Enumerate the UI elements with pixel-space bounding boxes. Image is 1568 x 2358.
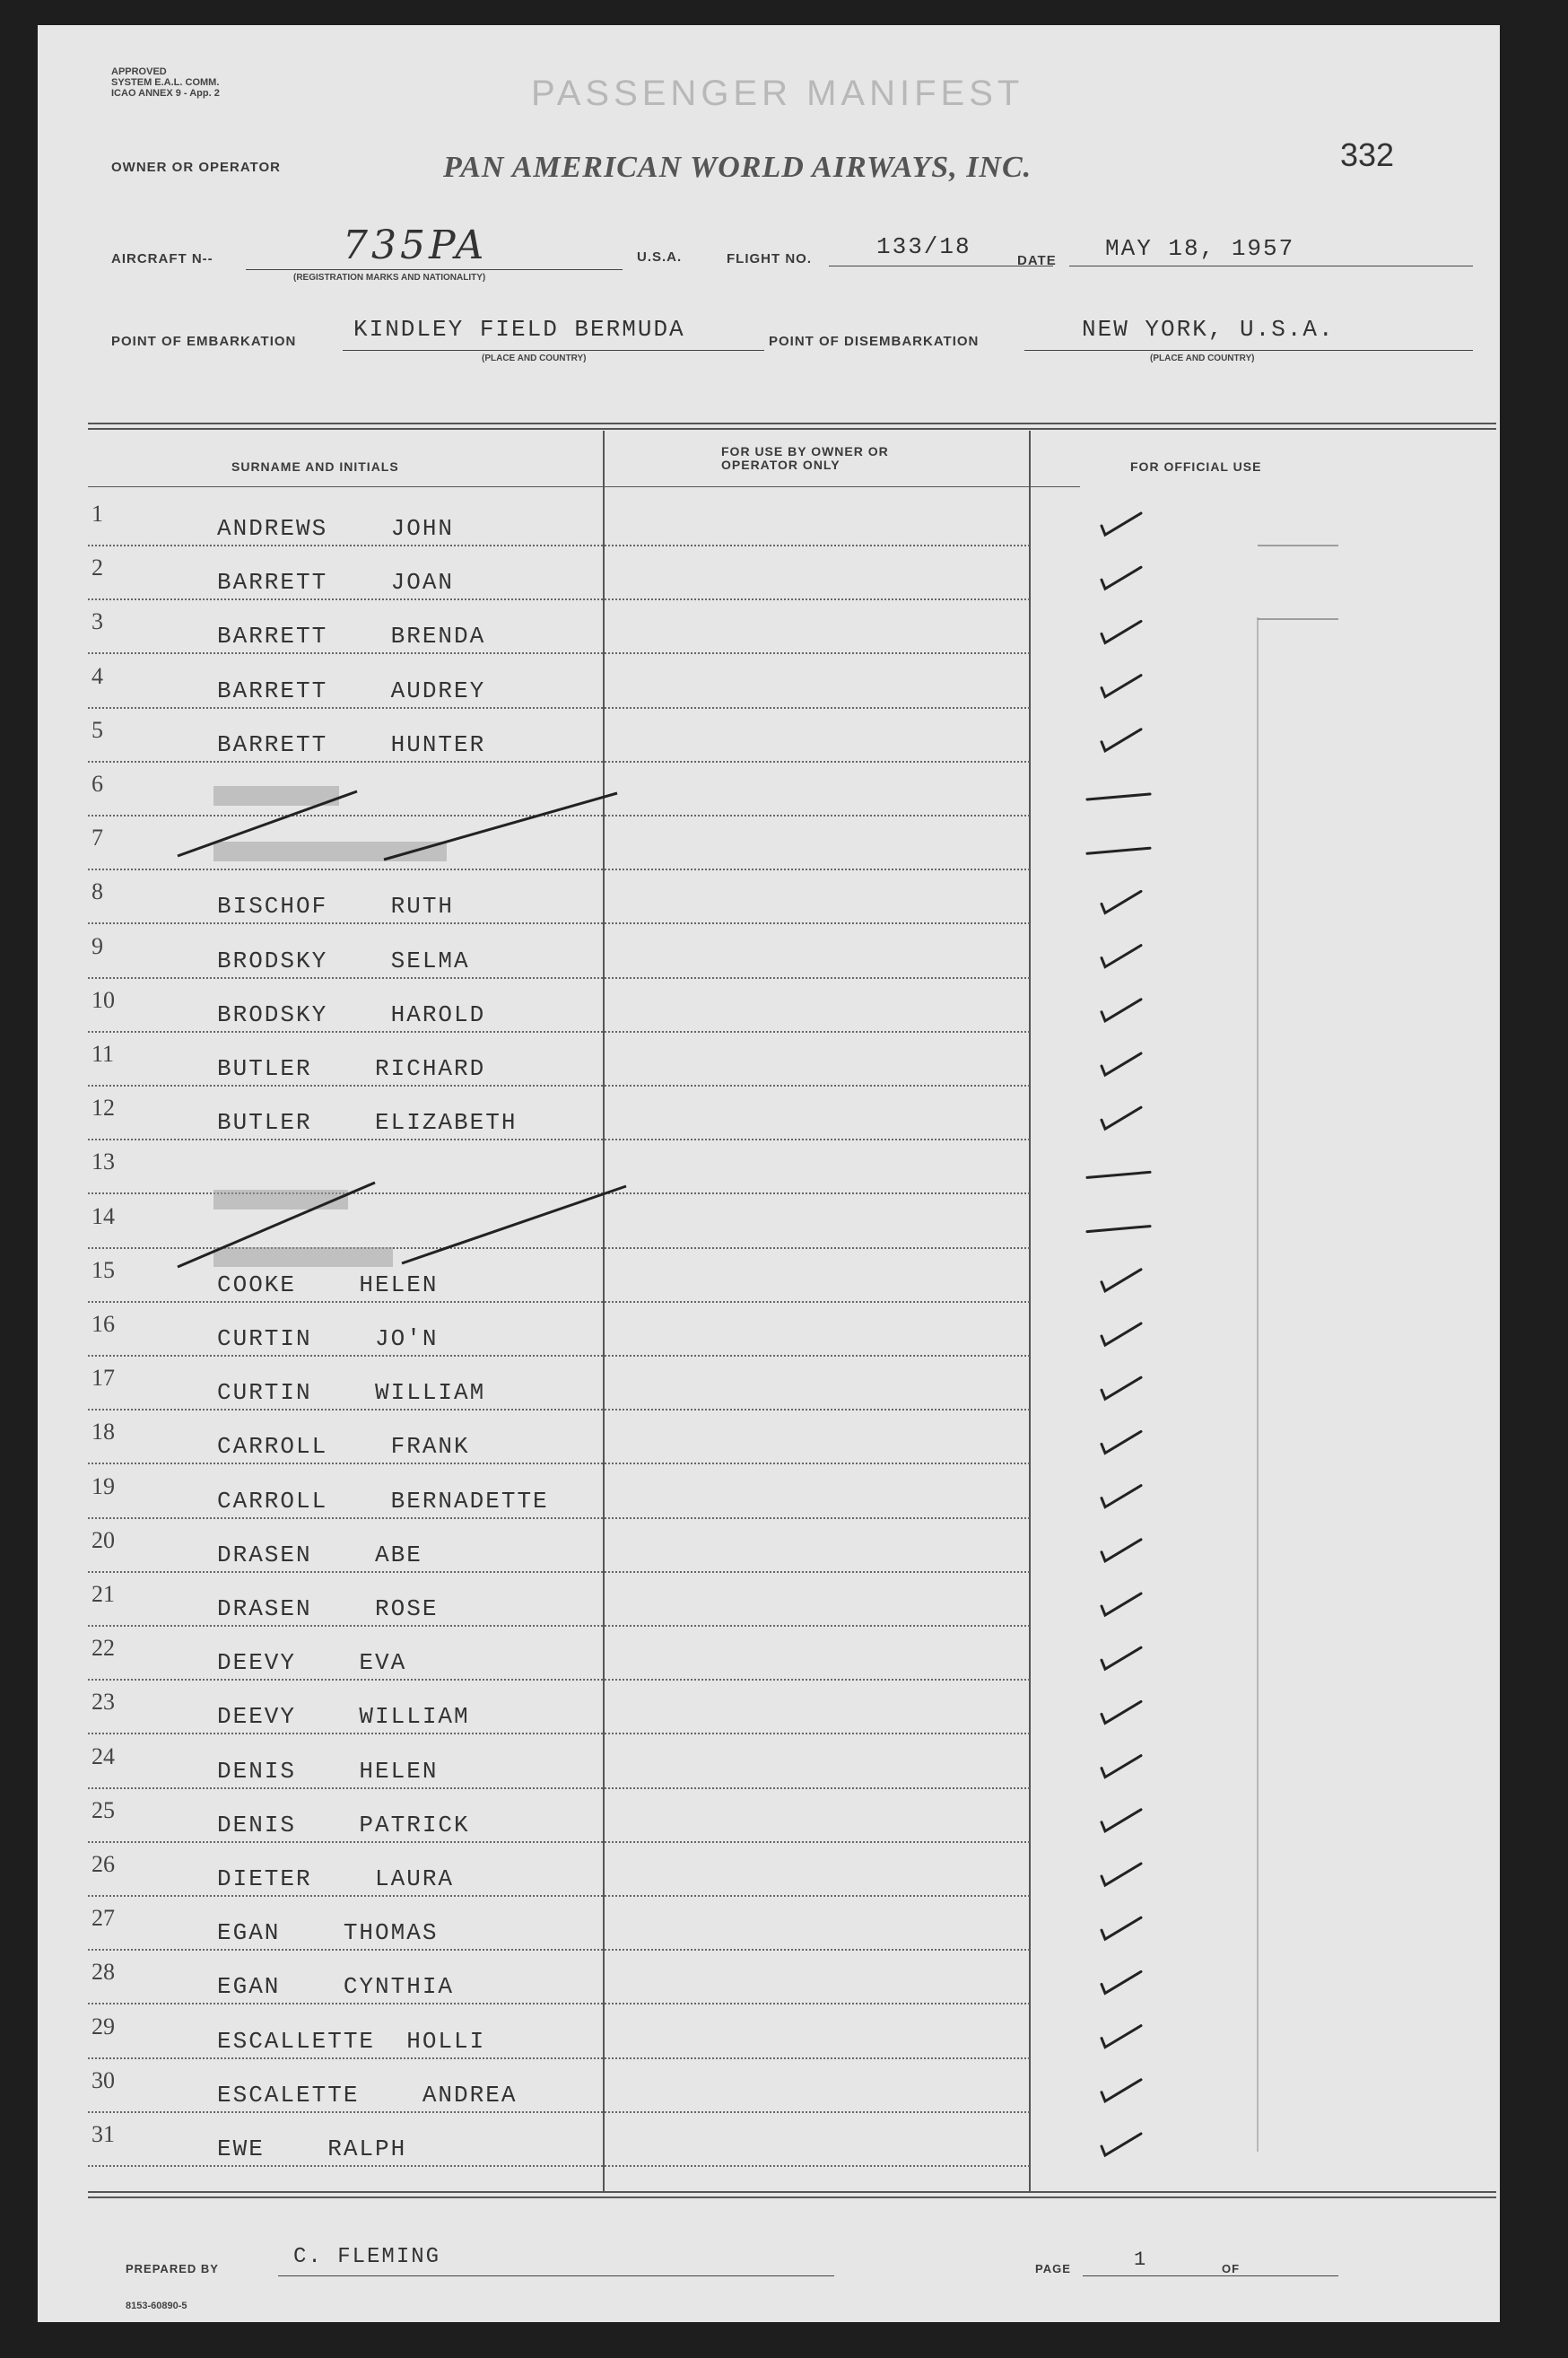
row-number: 29 <box>91 2013 115 2039</box>
check-mark <box>1102 1377 1141 1399</box>
check-mark <box>1102 729 1141 751</box>
usa-label: U.S.A. <box>637 249 683 265</box>
row-number: 24 <box>91 1742 115 1769</box>
row-number: 19 <box>91 1472 115 1499</box>
aircraft-label: AIRCRAFT N-- <box>111 251 213 266</box>
disembark-label: POINT OF DISEMBARKATION <box>769 334 980 349</box>
disembark-sublabel: (PLACE AND COUNTRY) <box>1150 354 1255 363</box>
check-mark <box>1102 676 1141 697</box>
check-mark <box>1102 891 1141 913</box>
row-number: 22 <box>91 1635 115 1662</box>
row-rule <box>88 707 1030 709</box>
owner-label: OWNER OR OPERATOR <box>111 160 281 175</box>
col-header-surname: SURNAME AND INITIALS <box>231 459 399 474</box>
prepared-underline <box>278 2275 834 2276</box>
passenger-name: DENIS HELEN <box>217 1757 439 1785</box>
strike-dash <box>1087 794 1150 799</box>
row-number: 5 <box>91 716 103 743</box>
owner-value: PAN AMERICAN WORLD AIRWAYS, INC. <box>443 151 1032 184</box>
row-rule <box>88 598 1030 600</box>
passenger-name: BUTLER ELIZABETH <box>217 1109 518 1137</box>
row-number: 3 <box>91 608 103 635</box>
passenger-name: COOKE HELEN <box>217 1271 439 1298</box>
date-value: MAY 18, 1957 <box>1105 235 1295 262</box>
column-divider <box>603 431 605 2191</box>
row-rule <box>88 2003 1030 2004</box>
flight-value: 133/18 <box>876 233 971 260</box>
page-label: PAGE <box>1035 2262 1071 2275</box>
row-rule <box>88 1571 1030 1573</box>
row-number: 10 <box>91 986 115 1013</box>
form-number: 8153-60890-5 <box>126 2301 187 2311</box>
check-mark <box>1102 513 1141 535</box>
of-label: OF <box>1222 2262 1241 2275</box>
check-mark <box>1102 1000 1141 1021</box>
passenger-name: DRASEN ROSE <box>217 1595 439 1622</box>
check-mark <box>1102 1971 1141 1993</box>
row-number: 21 <box>91 1581 115 1607</box>
check-mark <box>1102 1431 1141 1453</box>
row-number: 2 <box>91 555 103 581</box>
passenger-name: DIETER LAURA <box>217 1865 455 1892</box>
check-mark <box>1102 1701 1141 1723</box>
passenger-name: CURTIN JO'N <box>217 1325 439 1352</box>
row-rule <box>88 1679 1030 1681</box>
table-top-rule <box>88 423 1496 424</box>
row-number: 8 <box>91 878 103 905</box>
passenger-name: ESCALETTE ANDREA <box>217 2081 518 2109</box>
approval-line: APPROVED <box>111 66 167 77</box>
row-number: 26 <box>91 1851 115 1877</box>
table-bottom-rule <box>88 2191 1496 2193</box>
passenger-name: BARRETT AUDREY <box>217 677 486 704</box>
row-rule <box>88 545 1030 546</box>
row-number: 11 <box>91 1041 115 1067</box>
passenger-name: CURTIN WILLIAM <box>217 1379 486 1407</box>
check-mark <box>1102 1917 1141 1939</box>
prepared-value: C. FLEMING <box>293 2245 441 2269</box>
passenger-name: BARRETT JOAN <box>217 569 455 597</box>
check-mark <box>1102 1540 1141 1561</box>
check-mark <box>1102 1270 1141 1291</box>
embark-value: KINDLEY FIELD BERMUDA <box>353 316 685 343</box>
row-number: 25 <box>91 1796 115 1823</box>
row-rule <box>88 1517 1030 1519</box>
row-number: 31 <box>91 2121 115 2147</box>
passenger-name: EGAN CYNTHIA <box>217 1973 455 2001</box>
check-mark <box>1102 946 1141 967</box>
row-number: 1 <box>91 501 103 527</box>
passenger-name: DRASEN ABE <box>217 1541 422 1568</box>
check-mark <box>1102 1594 1141 1615</box>
form-title: PASSENGER MANIFEST <box>531 74 1024 113</box>
strike-out-marks <box>88 743 662 1281</box>
check-mark <box>1102 2026 1141 2048</box>
row-rule <box>88 1841 1030 1843</box>
row-number: 12 <box>91 1095 115 1122</box>
row-number: 17 <box>91 1365 115 1392</box>
row-rule <box>88 2165 1030 2167</box>
prepared-label: PREPARED BY <box>126 2262 219 2275</box>
check-mark <box>1102 2134 1141 2155</box>
manifest-sheet <box>38 25 1500 2322</box>
passenger-name: ESCALLETTE HOLLI <box>217 2027 486 2055</box>
page-underline <box>1083 2275 1253 2276</box>
flight-label: FLIGHT NO. <box>727 251 812 266</box>
passenger-name: BRODSKY HAROLD <box>217 1000 486 1028</box>
check-mark <box>1102 1756 1141 1777</box>
passenger-name: ANDREWS JOHN <box>217 515 455 542</box>
check-mark <box>1102 621 1141 642</box>
check-mark <box>1102 1864 1141 1885</box>
check-mark <box>1102 2080 1141 2101</box>
table-top-rule <box>88 428 1496 430</box>
passenger-name: BARRETT BRENDA <box>217 623 486 651</box>
row-rule <box>88 652 1030 654</box>
check-mark <box>1102 1323 1141 1345</box>
page-stamp-number: 332 <box>1340 136 1395 173</box>
strike-dash <box>1087 848 1150 853</box>
header-rule <box>88 486 1080 487</box>
approval-note <box>111 66 220 99</box>
disembark-underline <box>1024 350 1473 351</box>
approval-line: ICAO ANNEX 9 - App. 2 <box>111 88 220 99</box>
check-mark <box>1102 1486 1141 1507</box>
table-bottom-rule <box>88 2196 1496 2198</box>
check-mark <box>1102 1053 1141 1075</box>
check-mark <box>1102 1810 1141 1831</box>
passenger-name: DEEVY EVA <box>217 1649 407 1677</box>
passenger-name: DEEVY WILLIAM <box>217 1703 470 1731</box>
row-rule <box>88 1301 1030 1303</box>
disembark-value: NEW YORK, U.S.A. <box>1082 316 1335 343</box>
row-rule <box>88 1895 1030 1897</box>
row-number: 23 <box>91 1689 115 1716</box>
date-label: DATE <box>1017 253 1057 268</box>
passenger-name: DENIS PATRICK <box>217 1811 470 1838</box>
column-divider <box>1029 431 1031 2191</box>
passenger-name: EGAN THOMAS <box>217 1919 439 1947</box>
row-rule <box>88 1949 1030 1951</box>
row-number: 4 <box>91 662 103 689</box>
passenger-name: CARROLL FRANK <box>217 1433 470 1461</box>
passenger-name: EWE RALPH <box>217 2135 407 2162</box>
page-value: 1 <box>1134 2249 1148 2271</box>
embark-label: POINT OF EMBARKATION <box>111 334 297 349</box>
row-rule <box>88 1463 1030 1464</box>
col-header-owner-use: FOR USE BY OWNER OR OPERATOR ONLY <box>721 444 889 472</box>
embark-sublabel: (PLACE AND COUNTRY) <box>482 354 587 363</box>
embark-underline <box>343 350 764 351</box>
passenger-name: BISCHOF RUTH <box>217 893 455 921</box>
row-number: 18 <box>91 1419 115 1445</box>
row-rule <box>88 1409 1030 1410</box>
row-rule <box>88 2111 1030 2113</box>
strike-dash <box>1087 1172 1150 1177</box>
row-rule <box>88 1733 1030 1734</box>
passenger-name: BUTLER RICHARD <box>217 1055 486 1082</box>
row-number: 9 <box>91 932 103 959</box>
of-underline <box>1249 2275 1338 2276</box>
check-mark <box>1102 567 1141 589</box>
row-number: 16 <box>91 1311 115 1337</box>
row-number: 27 <box>91 1905 115 1932</box>
row-rule <box>88 2057 1030 2059</box>
row-rule <box>88 1787 1030 1789</box>
strike-dash <box>1087 1227 1150 1232</box>
row-number: 28 <box>91 1959 115 1986</box>
approval-line: SYSTEM E.A.L. COMM. <box>111 77 220 88</box>
passenger-name: CARROLL BERNADETTE <box>217 1487 549 1515</box>
passenger-name: BRODSKY SELMA <box>217 947 470 974</box>
aircraft-value: 735PA <box>343 223 488 268</box>
check-mark <box>1102 1647 1141 1669</box>
row-number: 6 <box>91 771 103 797</box>
aircraft-sublabel: (REGISTRATION MARKS AND NATIONALITY) <box>293 273 486 283</box>
check-mark <box>1102 1107 1141 1129</box>
aircraft-underline <box>246 269 623 270</box>
col-header-official: FOR OFFICIAL USE <box>1130 459 1262 474</box>
row-number: 20 <box>91 1526 115 1553</box>
row-number: 13 <box>91 1148 115 1175</box>
row-number: 30 <box>91 2066 115 2093</box>
row-number: 14 <box>91 1202 115 1229</box>
row-rule <box>88 1355 1030 1357</box>
official-checkmarks <box>1051 492 1338 2196</box>
row-number: 7 <box>91 825 103 852</box>
passenger-name: BARRETT HUNTER <box>217 730 486 758</box>
row-rule <box>88 1625 1030 1627</box>
row-number: 15 <box>91 1256 115 1283</box>
